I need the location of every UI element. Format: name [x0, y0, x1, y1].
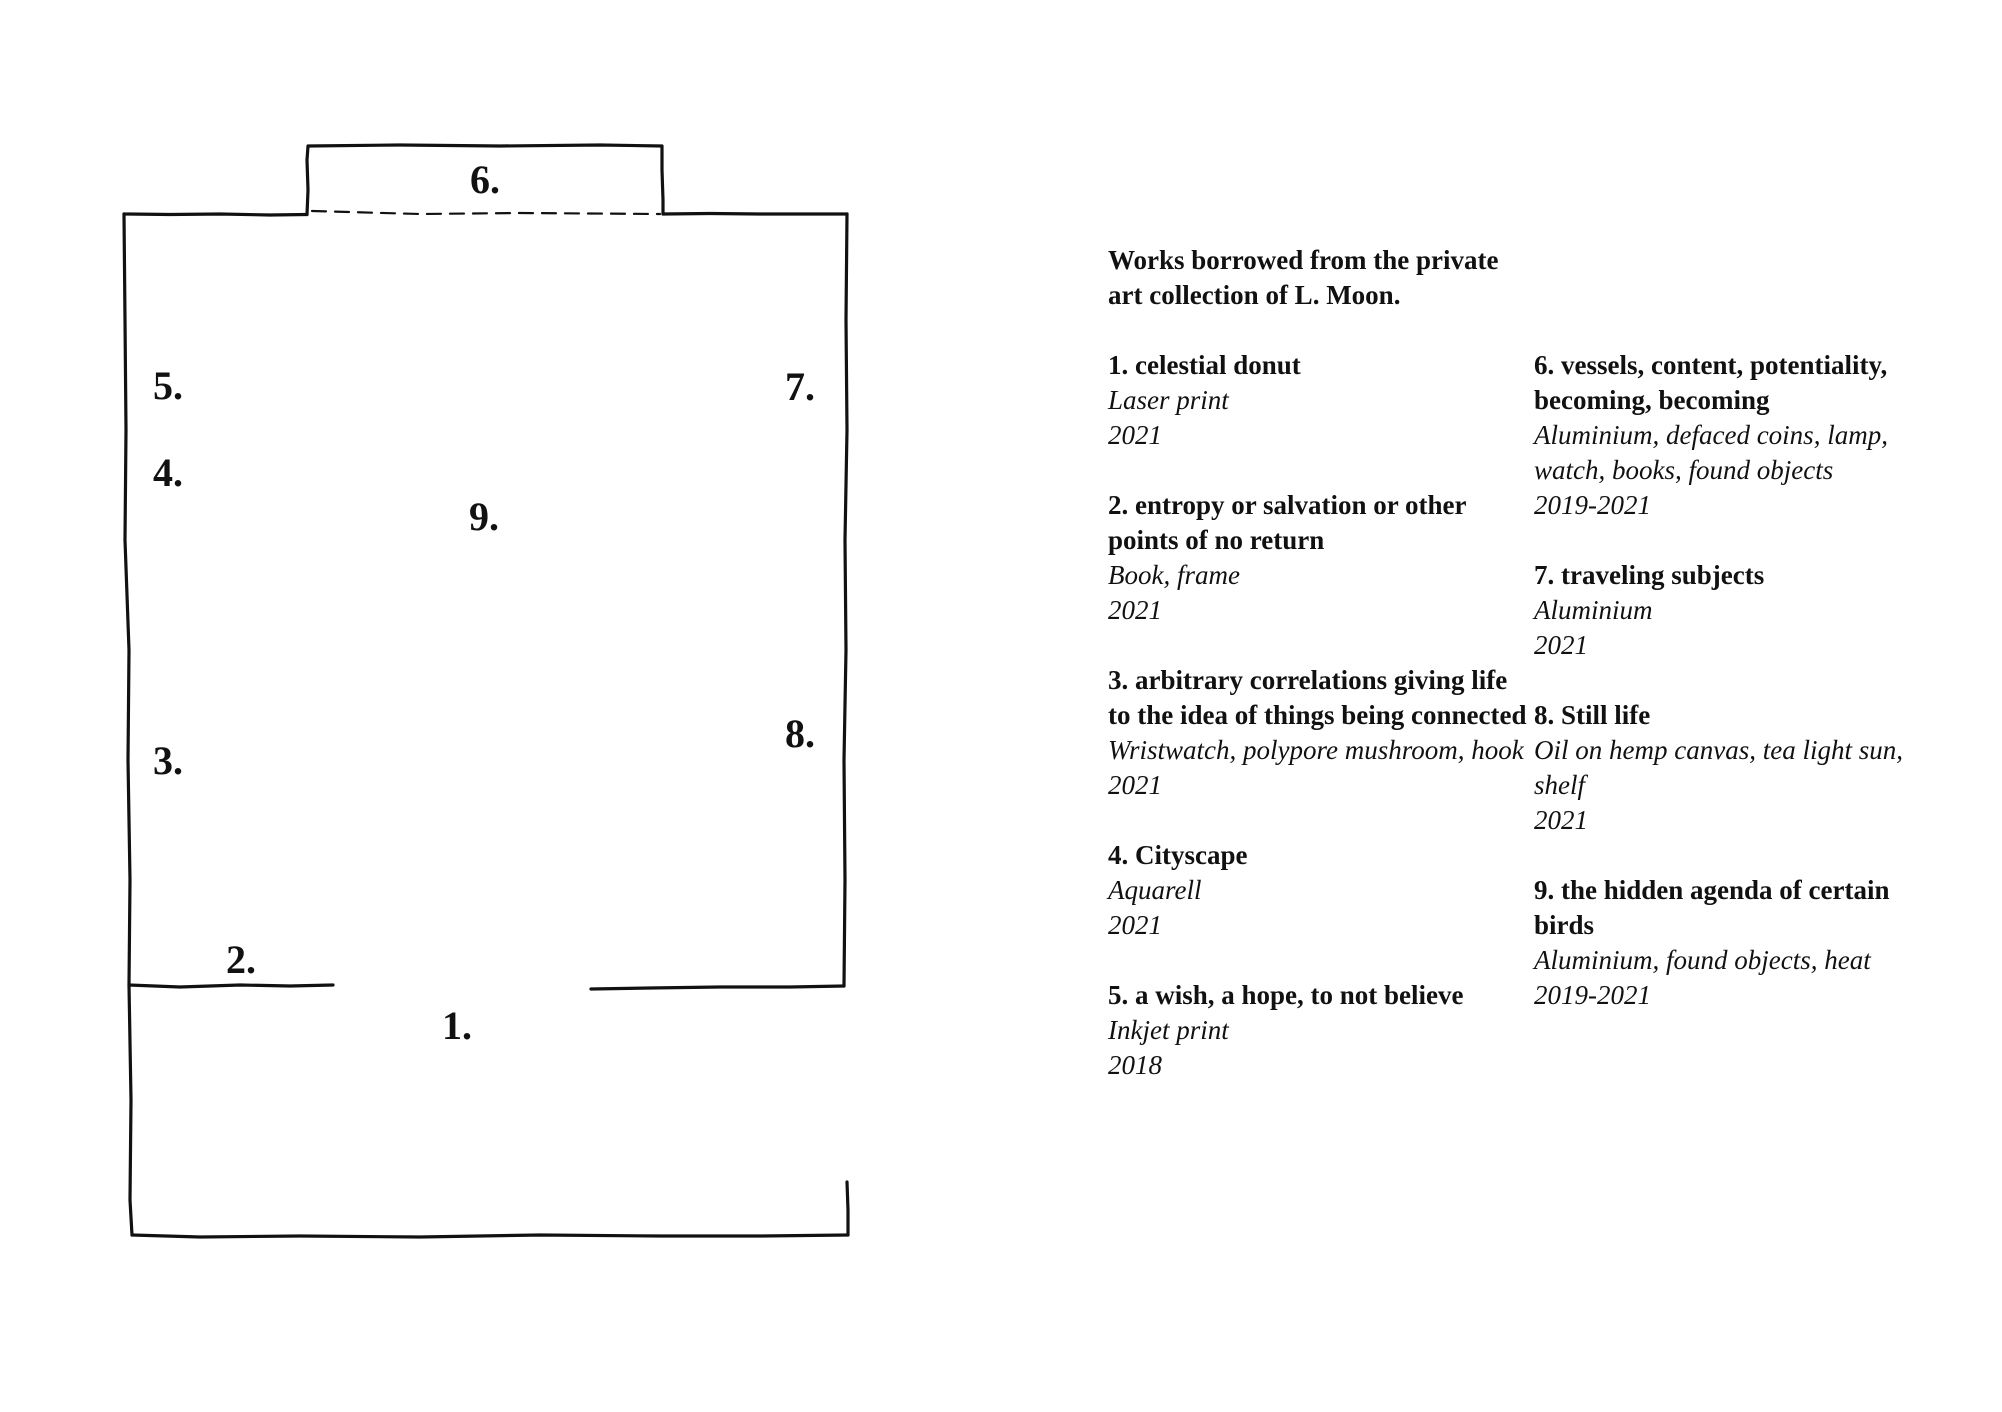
work-medium: Aluminium, defaced coins, lamp, watch, books, found objects: [1534, 420, 1888, 485]
work-title: 9. the hidden agenda of certain birds: [1534, 875, 1890, 940]
work-title: 2. entropy or salvation or other points of no return: [1108, 490, 1467, 555]
legend-column-right: [1534, 348, 1944, 1118]
floor-plan: [0, 0, 1000, 1412]
work-title: 1. celestial donut: [1108, 350, 1301, 380]
wall-bottom: [132, 1235, 848, 1237]
legend-columns: [1108, 348, 1948, 1118]
work-medium: Aluminium, found objects, heat: [1534, 945, 1871, 975]
plan-label-3: 3.: [153, 738, 183, 783]
work-entry-5: [1108, 978, 1534, 1083]
work-entry-2: [1108, 488, 1534, 628]
work-entry-3: [1108, 663, 1534, 803]
plan-label-2: 2.: [226, 937, 256, 982]
work-entry-7: [1534, 558, 1944, 663]
work-title: 5. a wish, a hope, to not believe: [1108, 980, 1464, 1010]
wall-top-left: [124, 214, 307, 215]
work-year: 2021: [1108, 420, 1162, 450]
plan-label-6: 6.: [470, 157, 500, 202]
partition-left: [129, 985, 333, 987]
work-year: 2019-2021: [1534, 980, 1651, 1010]
plan-label-5: 5.: [153, 363, 183, 408]
work-year: 2021: [1108, 770, 1162, 800]
work-title: 7. traveling subjects: [1534, 560, 1765, 590]
work-medium: Aluminium: [1534, 595, 1653, 625]
work-entry-9: [1534, 873, 1944, 1013]
plan-label-1: 1.: [442, 1003, 472, 1048]
partition-right: [591, 986, 844, 989]
work-title: 3. arbitrary correlations giving life to the idea of things being connected: [1108, 665, 1527, 730]
work-medium: Book, frame: [1108, 560, 1240, 590]
work-medium: Inkjet print: [1108, 1015, 1229, 1045]
plan-label-4: 4.: [153, 450, 183, 495]
work-year: 2018: [1108, 1050, 1162, 1080]
work-entry-6: [1534, 348, 1944, 523]
work-medium: Oil on hemp canvas, tea light sun, shelf: [1534, 735, 1903, 800]
works-legend: [1108, 243, 1948, 1118]
work-medium: Aquarell: [1108, 875, 1202, 905]
work-year: 2021: [1108, 595, 1162, 625]
wall-top-right: [663, 214, 847, 215]
work-year: 2021: [1534, 805, 1588, 835]
wall-right: [844, 214, 847, 986]
legend-intro: Works borrowed from the private art collection of L. Moon.: [1108, 245, 1499, 310]
plan-label-9: 9.: [469, 494, 499, 539]
work-title: 8. Still life: [1534, 700, 1651, 730]
work-title: 4. Cityscape: [1108, 840, 1248, 870]
work-year: 2021: [1534, 630, 1588, 660]
work-medium: Laser print: [1108, 385, 1229, 415]
wall-left: [124, 214, 132, 1235]
work-entry-1: [1108, 348, 1534, 453]
work-medium: Wristwatch, polypore mushroom, hook: [1108, 735, 1524, 765]
plan-label-7: 7.: [785, 364, 815, 409]
legend-column-left: [1108, 348, 1534, 1118]
work-title: 6. vessels, content, potentiality, becoming, becoming: [1534, 350, 1888, 415]
niche-opening-dashed: [312, 211, 660, 214]
wall-bottom-right-stub: [847, 1182, 848, 1235]
work-year: 2019-2021: [1534, 490, 1651, 520]
plan-label-8: 8.: [785, 711, 815, 756]
work-year: 2021: [1108, 910, 1162, 940]
work-entry-8: [1534, 698, 1944, 838]
work-entry-4: [1108, 838, 1534, 943]
